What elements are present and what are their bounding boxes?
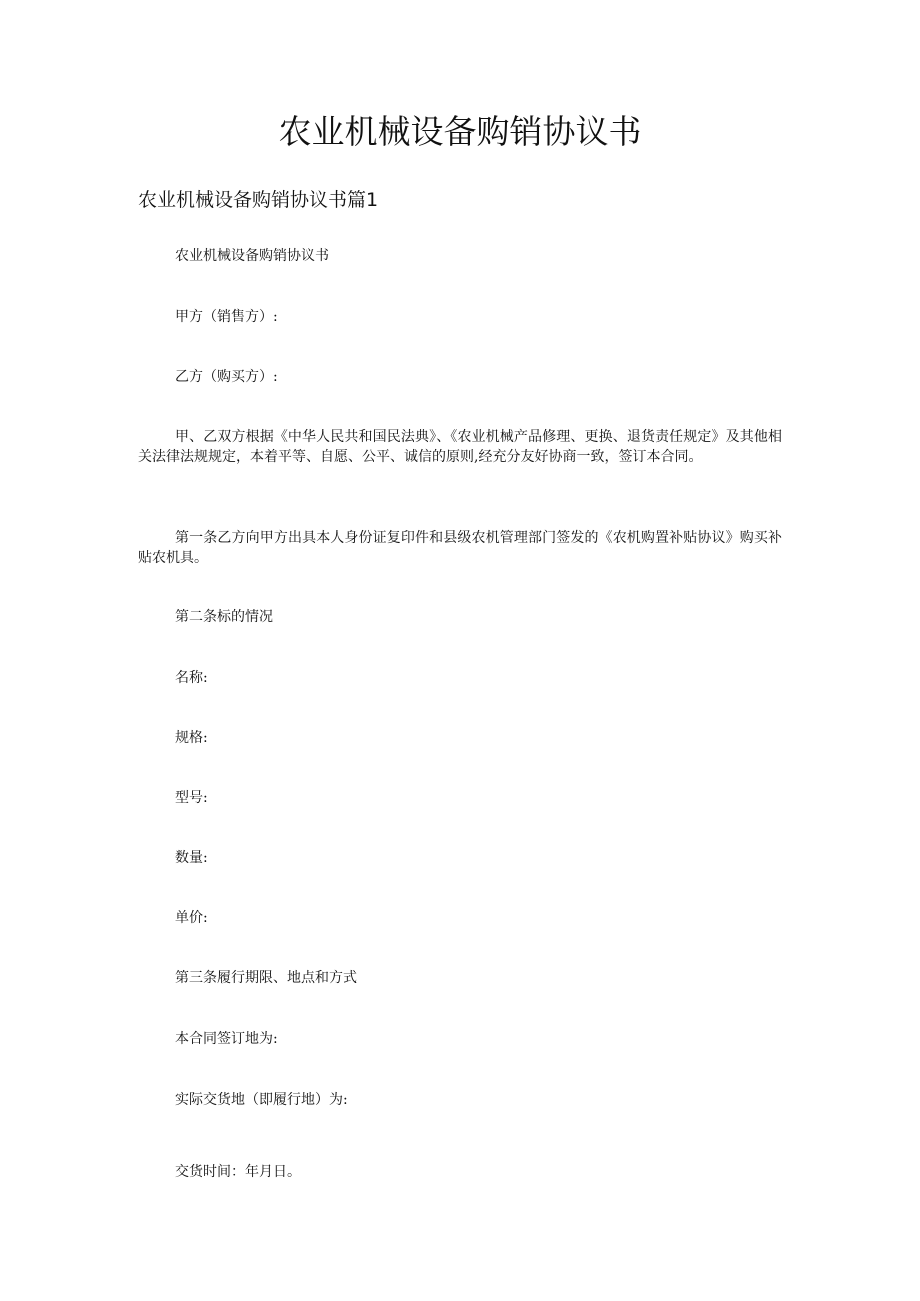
article-1-paragraph: 第一条乙方向甲方出具本人身份证复印件和县级农机管理部门签发的《农机购置补贴协议》购买补贴农机具。 xyxy=(138,530,782,566)
party-a-line: 甲方（销售方）: xyxy=(175,309,278,325)
model-field: 型号: xyxy=(175,790,208,806)
delivery-time-line: 交货时间：年月日。 xyxy=(175,1164,301,1180)
agreement-subtitle: 农业机械设备购销协议书 xyxy=(175,248,329,264)
section-heading: 农业机械设备购销协议书篇1 xyxy=(138,189,379,211)
document-title: 农业机械设备购销协议书 xyxy=(278,112,642,151)
spec-field: 规格: xyxy=(175,730,208,746)
delivery-place-line: 实际交货地（即履行地）为: xyxy=(175,1092,348,1108)
article-2-heading: 第二条标的情况 xyxy=(175,609,273,625)
article-3-heading: 第三条履行期限、地点和方式 xyxy=(175,970,357,986)
party-b-line: 乙方（购买方）: xyxy=(175,369,278,385)
unit-price-field: 单价: xyxy=(175,910,208,926)
quantity-field: 数量: xyxy=(175,850,208,866)
sign-place-line: 本合同签订地为: xyxy=(175,1031,278,1047)
name-field: 名称: xyxy=(175,670,208,686)
intro-paragraph: 甲、乙双方根据《中华人民共和国民法典》、《农业机械产品修理、更换、退货责任规定》及其他相关法律法规规定，本着平等、自愿、公平、诚信的原则,经充分友好协商一致，签订本合同。 xyxy=(138,429,782,465)
